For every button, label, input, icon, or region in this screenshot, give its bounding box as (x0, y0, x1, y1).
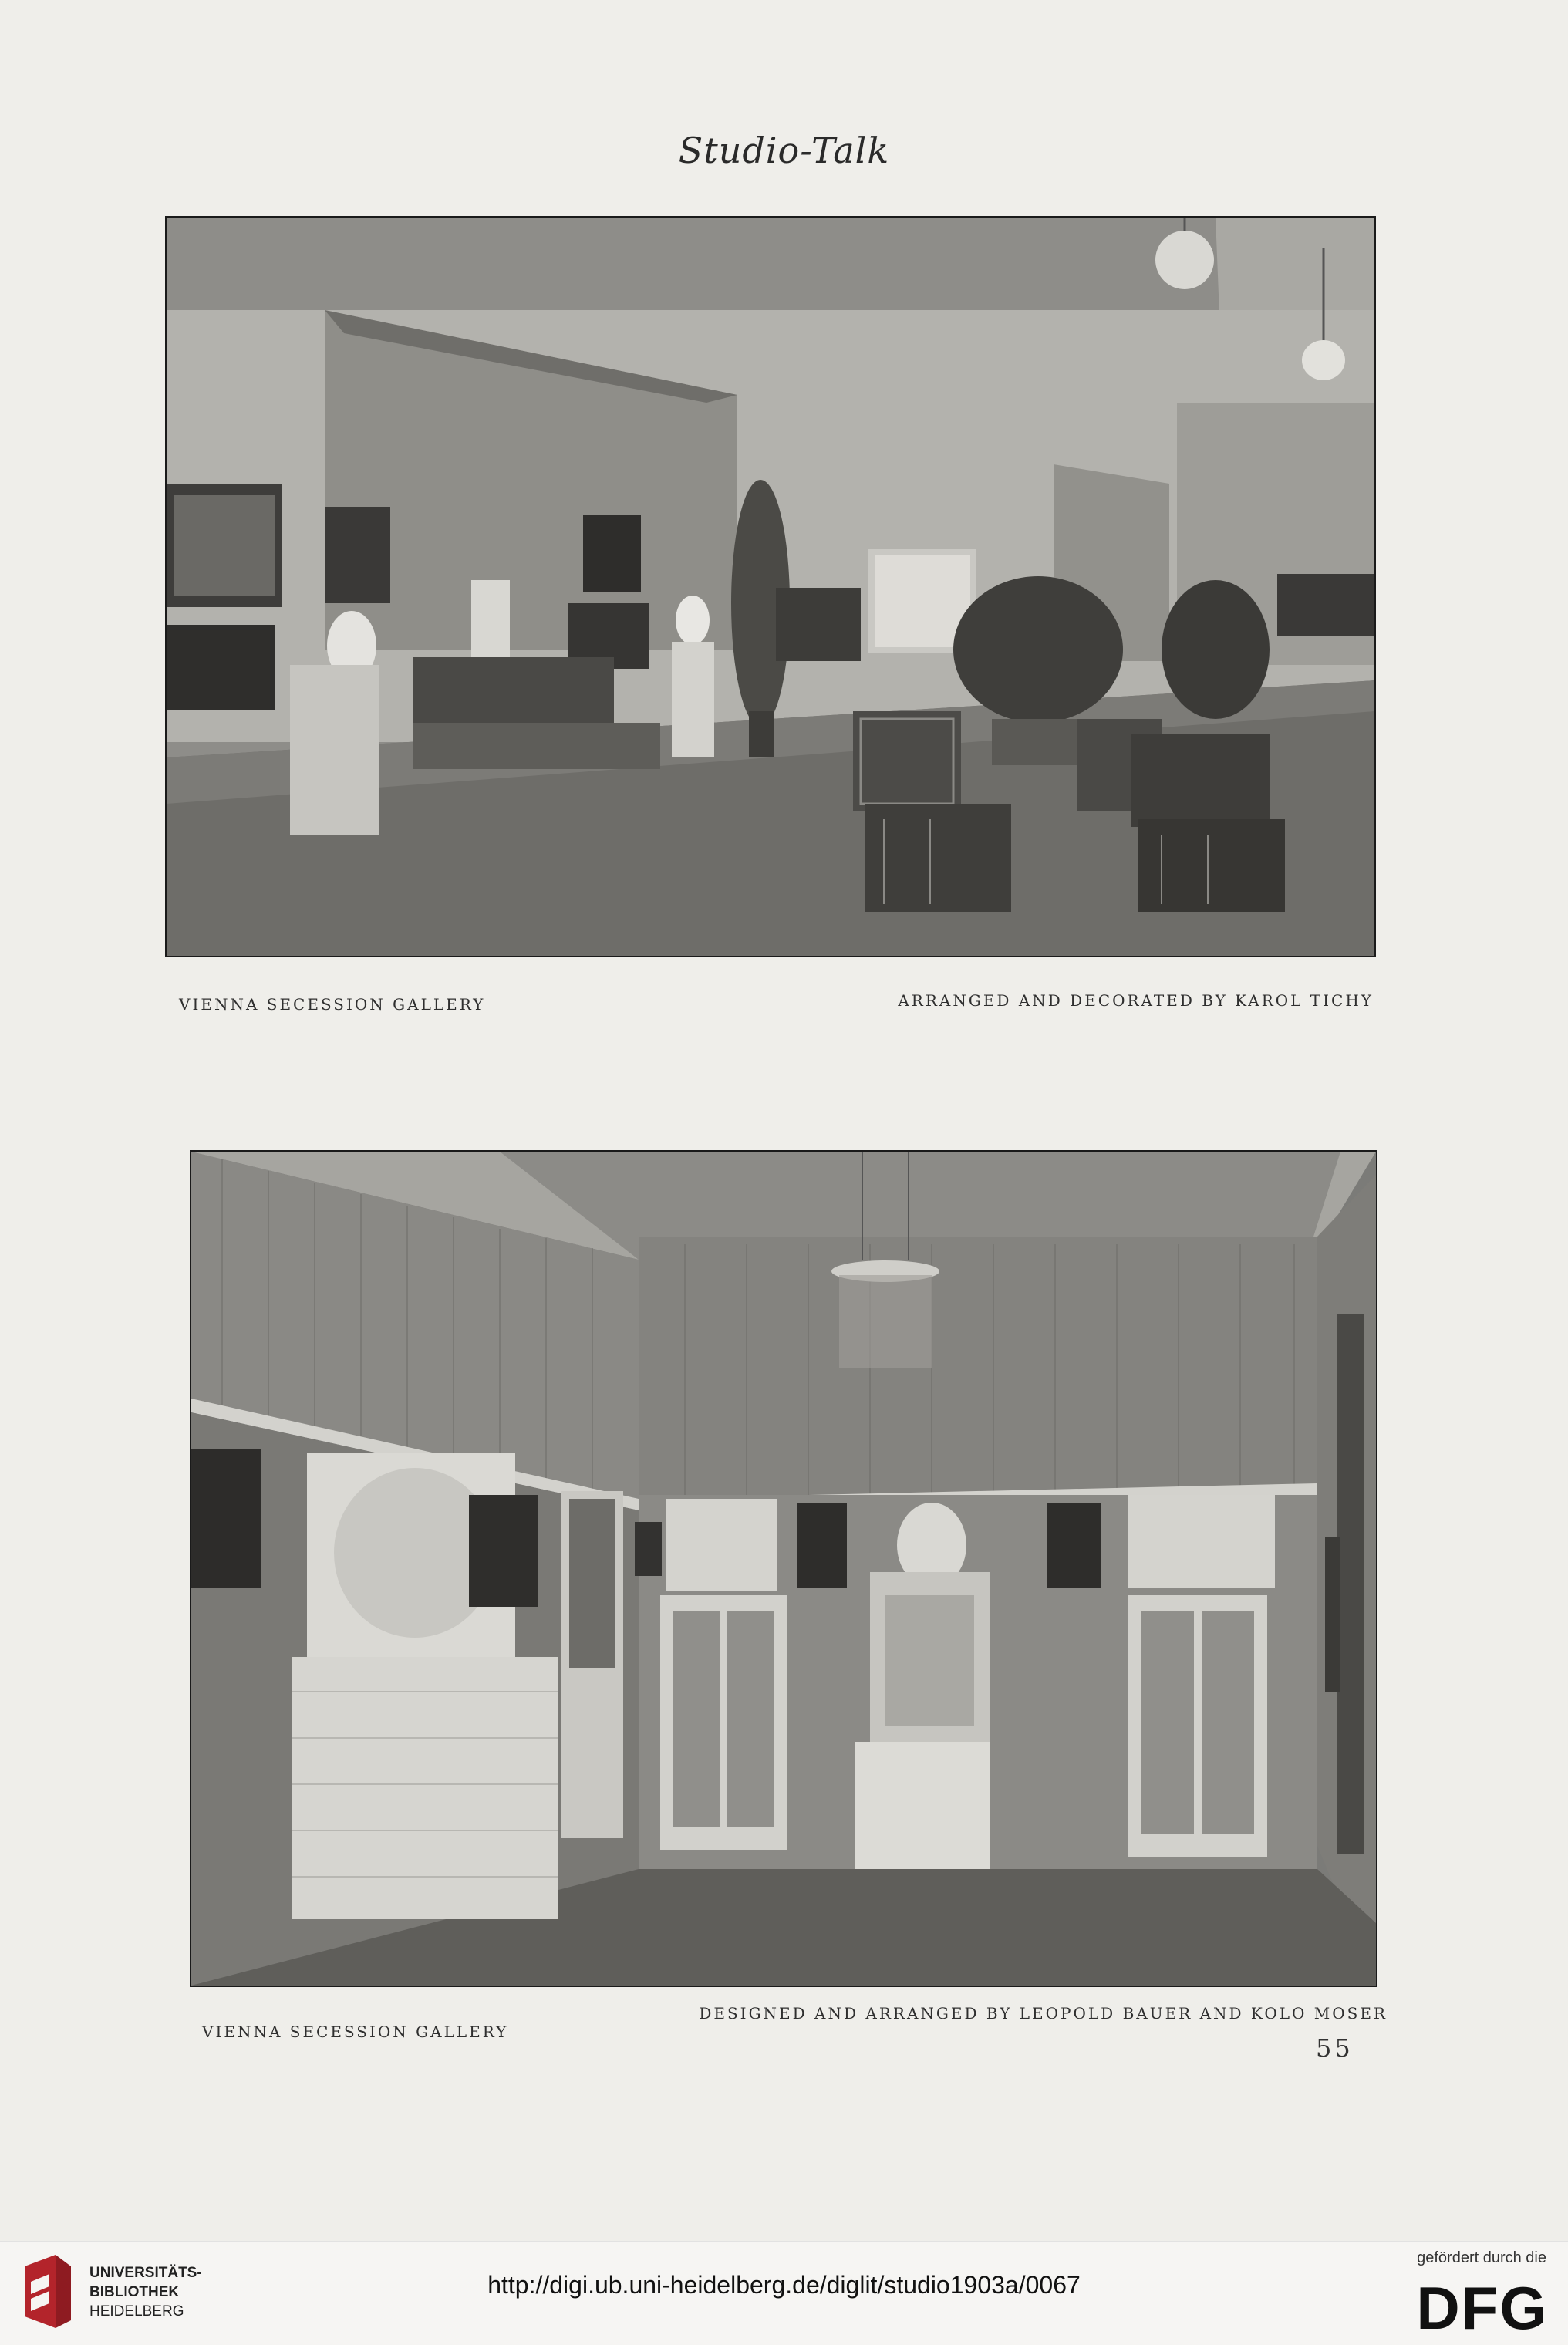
library-name-line1: UNIVERSITÄTS- (89, 2265, 202, 2281)
library-name-line2: BIBLIOTHEK (89, 2284, 180, 2300)
caption-credit-2: DESIGNED AND ARRANGED BY LEOPOLD BAUER AND KOLO MOSER (699, 2004, 1388, 2023)
gallery-photo-tichy (165, 216, 1376, 957)
caption-credit-1: ARRANGED AND DECORATED BY KAROL TICHY (898, 991, 1374, 1010)
caption-gallery-1: VIENNA SECESSION GALLERY (179, 995, 486, 1014)
permalink-url[interactable]: http://digi.ub.uni-heidelberg.de/diglit/studio1903a/0067 (487, 2271, 1081, 2299)
funding-note: gefördert durch die (1417, 2249, 1546, 2266)
gallery-photo-bauer-moser (190, 1150, 1377, 1987)
caption-gallery-2: VIENNA SECESSION GALLERY (202, 2023, 509, 2041)
digitization-footer (0, 2241, 1568, 2345)
dfg-logo[interactable]: DFG (1416, 2274, 1548, 2342)
running-head: Studio-Talk (678, 130, 890, 171)
library-name-line3: HEIDELBERG (89, 2303, 184, 2320)
page-number: 55 (1316, 2033, 1354, 2063)
